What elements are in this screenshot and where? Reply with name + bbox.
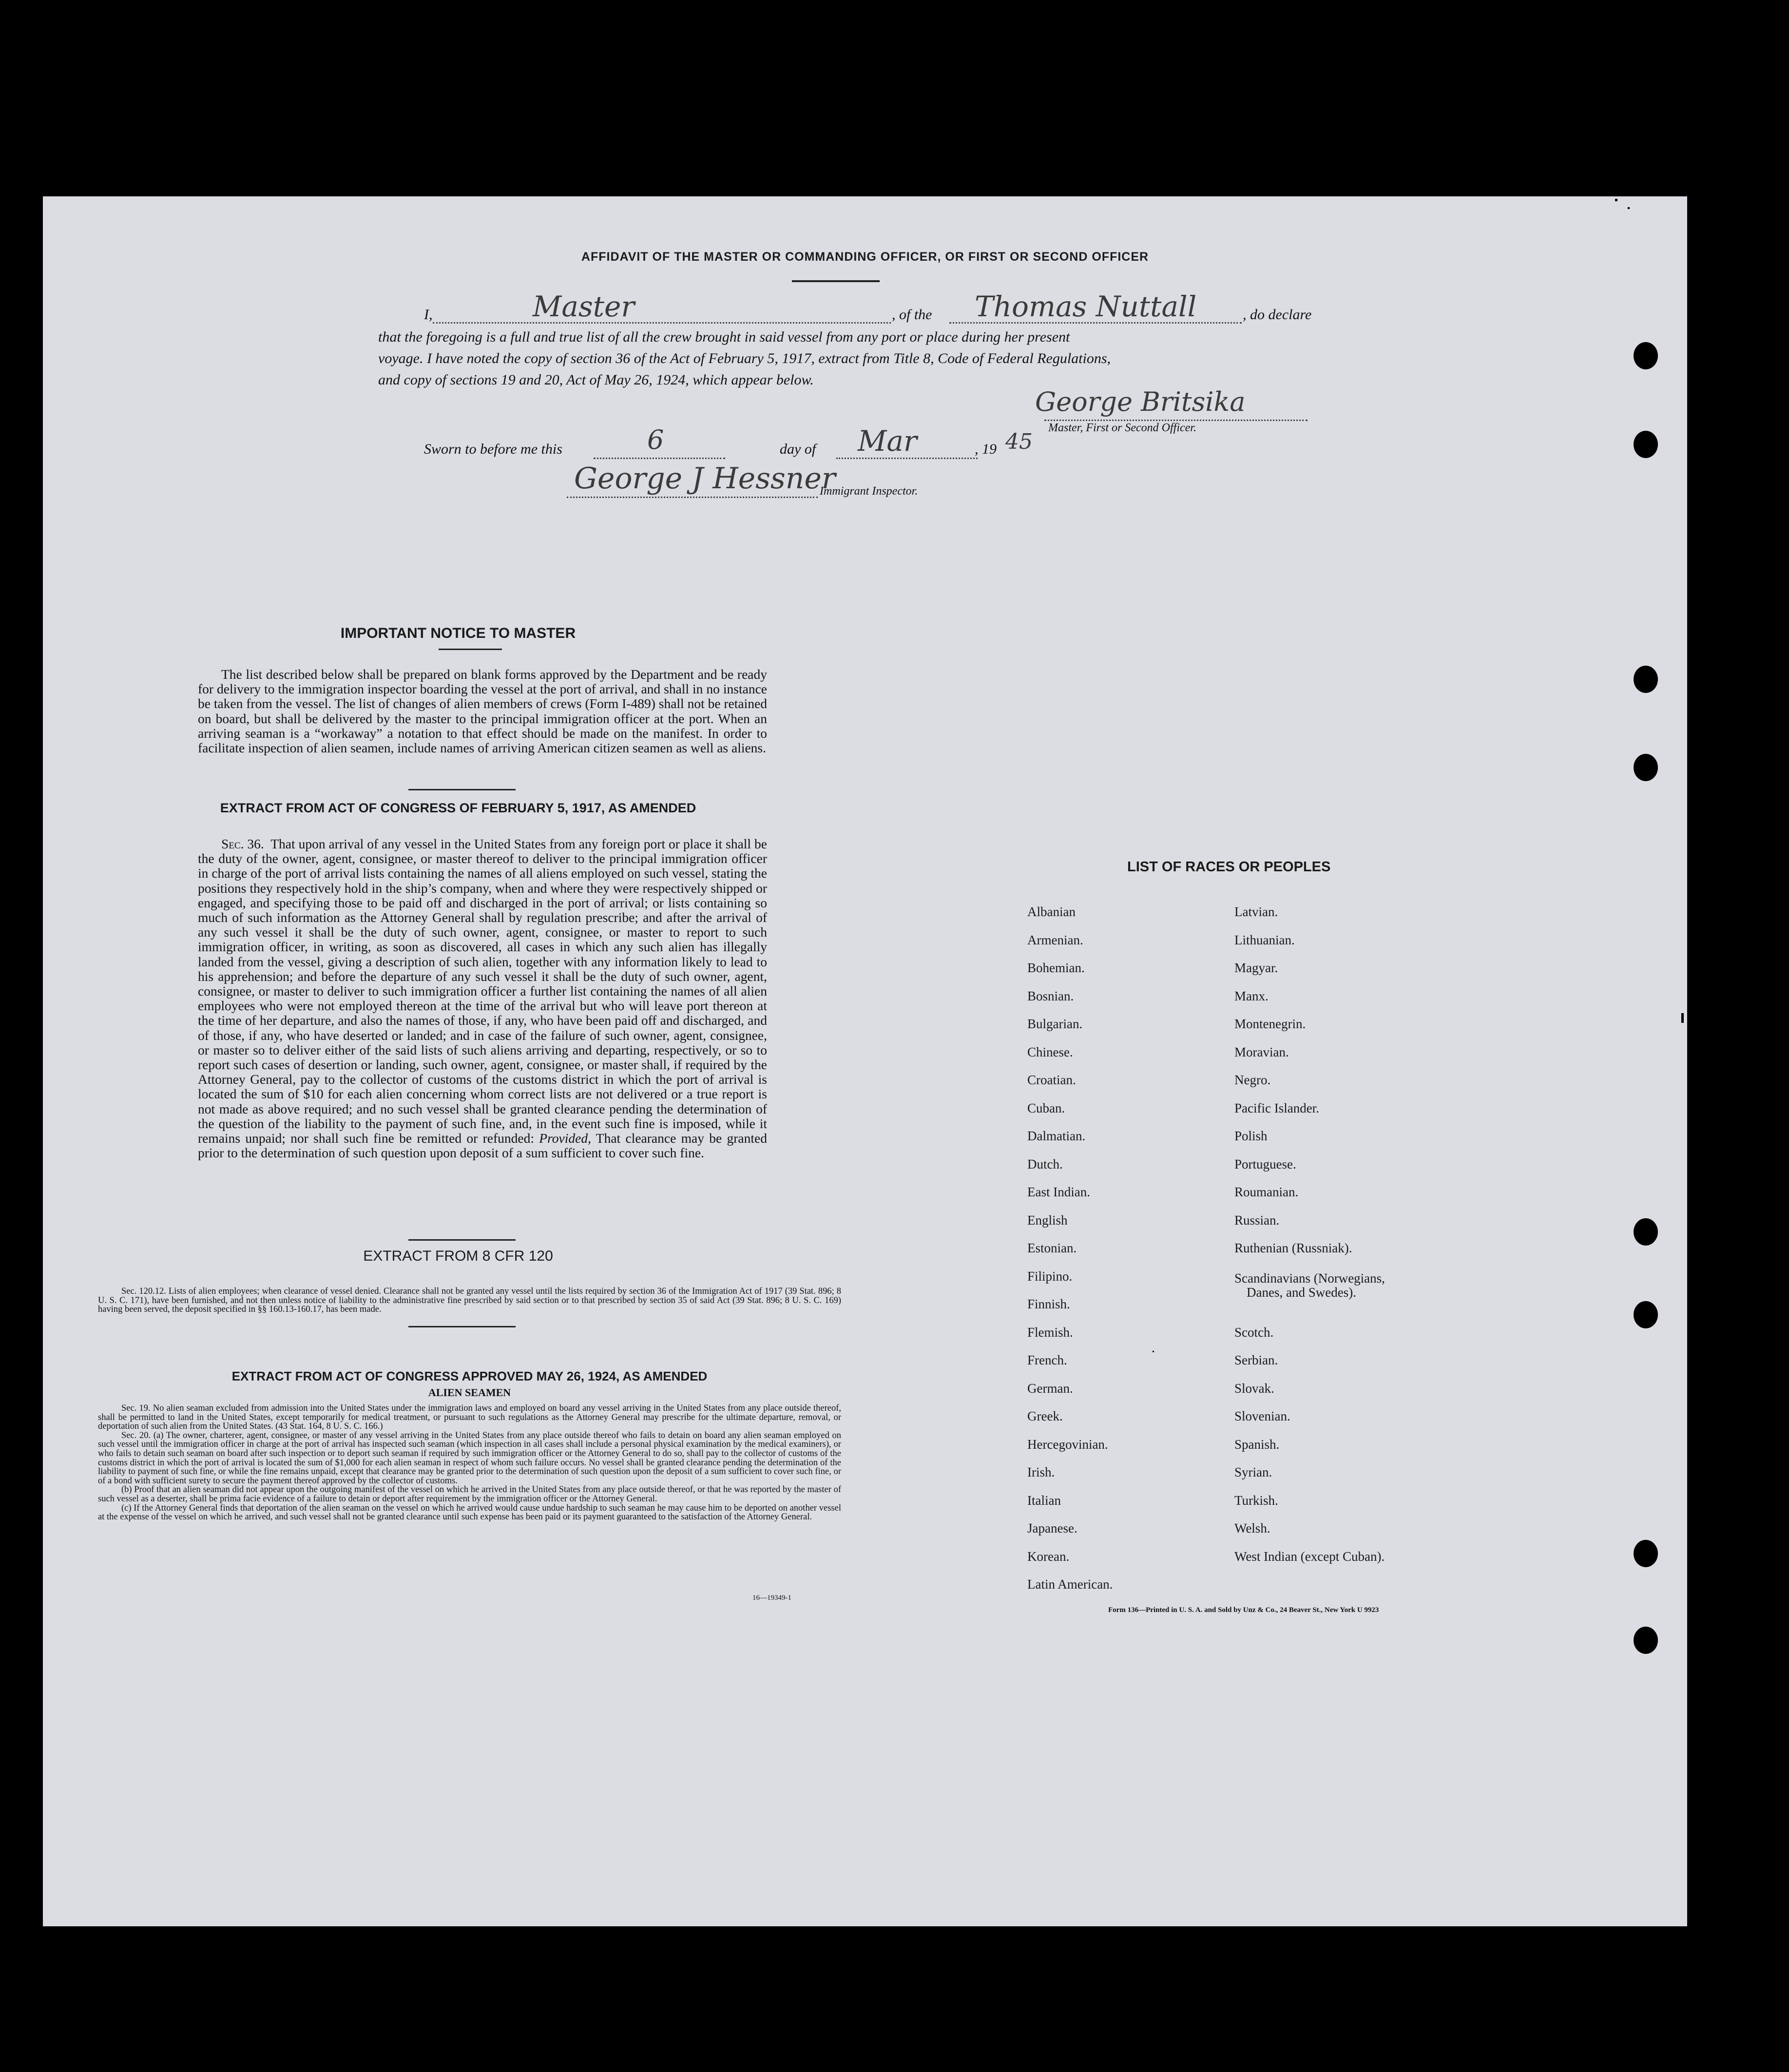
sec-20c-text: (c) If the Attorney General finds that deportation of the alien seaman on the vessel on which he arrived would cause undue hardship to such seaman he may cause him to be deported on another vessel at the expense of the vessel on which he arrived, and such vessel shall not be granted clearance until such expense has been paid or its payment guaranteed to the satisfaction of the Attorney General. [98, 1503, 841, 1522]
race-item: Pacific Islander. [1234, 1100, 1319, 1115]
sec-36-text: That upon arrival of any vessel in the United States from any foreign port or place it shall be the duty of the owner, agent, consignee, or master thereof to deliver to the principal immigration officer in charge of the port of arrival lists containing the names of all aliens employed on such vessel, stating the positions they respectively hold in the ship’s company, when and where they were respectively shipped or engaged, and specifying those to be paid off and discharged in the port of arrival; or lists containing so much of such information as the Attorney General shall by regulation prescribe; and after the arrival of any such vessel it shall be the duty of such owner, agent, consignee, or master to report to such immigration officer, in writing, as soon as discovered, all cases in which any such alien has illegally landed from the vessel, giving a description of such alien, together with any information likely to lead to his apprehension; and before the departure of any such vessel it shall be the duty of such owner, agent, consignee, or master to deliver to such immigration officer a further list containing the names of all alien employees who were not employed thereon at the time of the arrival but who will leave port thereon at the time of her departure, and also the names of those, if any, who have been paid off and discharged, and of those, if any, who have deserted or landed; and in case of the failure of such owner, agent, consignee, or master so to deliver either of the said lists of such aliens arriving and departing, respectively, or so to report such cases of desertion or landing, such owner, agent, consignee, or master shall, if required by the Attorney General, pay to the collector of customs of the customs district in which the port of arrival is located the sum of $10 for each alien concerning whom correct lists are not delivered or a true report is not made as above required; and no such vessel shall be granted clearance pending the determination of the question of the liability to the payment of such fine, and, in the event such fine is imposed, while it remains unpaid; nor shall such fine be remitted or refunded: [198, 836, 767, 1146]
form-code: 16—19349-1 [752, 1594, 791, 1602]
extract-1917-title: EXTRACT FROM ACT OF CONGRESS OF FEBRUARY 5, 1917, AS AMENDED [220, 801, 696, 815]
race-item: Cuban. [1027, 1100, 1065, 1115]
affidavit-of-the: , of the [892, 307, 932, 323]
sec-20a-text: Sec. 20. (a) The owner, charterer, agent, consignee, or master of any vessel arriving in the United States from any place outside thereof who fails to detain on board any alien seaman employed on such vessel until the immigration officer in charge at the port of arrival has inspected such seaman (which inspection in all cases shall include a personal physical examination by the medical examiners), or who fails to detain such seaman on board after such inspection or to deport such seaman if required by such immigration officer or the Attorney General to do so, shall pay to the collector of customs of the customs district in which the port of arrival is located the sum of $1,000 for each alien seaman in respect of whom such failure occurs. No vessel shall be granted clearance pending the determination of the liability to payment of such fine, or while the fine remains unpaid, except that clearance may be granted prior to the determination of such question upon the deposit of a sum sufficient to cover such fine, or of a bond with sufficient surety to secure the payment thereof approved by the collector of customs. [98, 1430, 841, 1486]
race-item: Manx. [1234, 988, 1269, 1003]
race-item: Serbian. [1234, 1353, 1278, 1367]
race-item: Montenegrin. [1234, 1017, 1306, 1031]
race-item: Bulgarian. [1027, 1017, 1083, 1031]
extract-cfr-body: Sec. 120.12. Lists of alien employees; when clearance of vessel denied. Clearance shall not be granted any vessel until the lists required by section 36 of the Immigration Act of 1917 (39 Stat. 896; 8 U. S. C. 171), have been furnished, and not then unless notice of liability to the administrative fine prescribed by said section or to that prescribed by section 35 of said Act (39 Stat. 896; 8 U. S. C. 169) having been served, the deposit specified in §§ 160.13-160.17, has been made. [98, 1286, 841, 1315]
race-item: Flemish. [1027, 1324, 1073, 1340]
race-item: Korean. [1027, 1549, 1070, 1564]
races-title: LIST OF RACES OR PEOPLES [1127, 859, 1331, 875]
sworn-label: Sworn to before me this [424, 441, 562, 457]
race-item: Croatian. [1027, 1073, 1076, 1087]
race-item: Portuguese. [1234, 1156, 1296, 1171]
affidavit-line-3: voyage. I have noted the copy of section 36 of the Act of February 5, 1917, extract from Title 8, Code of Federal Regulations, [378, 350, 1111, 366]
binder-hole [1634, 1627, 1658, 1654]
year-handwritten: 45 [1005, 429, 1033, 454]
race-item: Latin American. [1027, 1577, 1113, 1592]
race-item: Filipino. [1027, 1268, 1073, 1284]
race-item: Dutch. [1027, 1156, 1063, 1171]
affidavit-do-declare: , do declare [1243, 307, 1312, 323]
race-item: Negro. [1234, 1073, 1271, 1087]
race-item: English [1027, 1212, 1068, 1228]
race-item: Scotch. [1234, 1324, 1274, 1340]
extract-cfr-title: EXTRACT FROM 8 CFR 120 [363, 1248, 553, 1264]
extract-1924-subtitle: ALIEN SEAMEN [428, 1386, 511, 1399]
day-handwritten: 6 [647, 424, 664, 455]
race-item: Spanish. [1234, 1437, 1280, 1452]
extract-1924-body [98, 1404, 841, 1522]
race-item: Turkish. [1234, 1493, 1278, 1508]
vessel-name-handwritten: Thomas Nuttall [975, 290, 1197, 323]
binder-hole [1634, 431, 1658, 458]
race-item: Bosnian. [1027, 988, 1074, 1003]
sec-19-text: Sec. 19. No alien seaman excluded from admission into the United States under the immigration laws and employed on board any vessel arriving in the United States from any place outside thereof, shall be permitted to land in the United States, except temporarily for medical treatment, or pursuant to such regulations as the Attorney General may prescribe for the ultimate departure, removal, or deportation of such alien from the United States. (43 Stat. 164, 8 U. S. C. 166.) [98, 1403, 841, 1432]
race-item: East Indian. [1027, 1185, 1090, 1199]
provided-label: Provided, [539, 1131, 591, 1146]
sec-36-label: Sec. 36. [221, 836, 264, 851]
extract-1917-body [198, 837, 767, 1160]
race-item: French. [1027, 1353, 1067, 1367]
race-item: Italian [1027, 1493, 1061, 1508]
race-item: Polish [1234, 1129, 1268, 1143]
affidavit-i-label: I, [424, 307, 433, 323]
race-item: Greek. [1027, 1409, 1063, 1423]
day-of-label: day of [780, 441, 816, 457]
race-item: Chinese. [1027, 1044, 1073, 1059]
race-item: Japanese. [1027, 1521, 1077, 1535]
year-prefix: , 19 [975, 441, 997, 457]
race-item: German. [1027, 1381, 1073, 1396]
race-item: Latvian. [1234, 904, 1278, 919]
affidavit-line-2: that the foregoing is a full and true list of all the crew brought in said vessel from any port or place during her present [378, 329, 1070, 345]
race-item: Russian. [1234, 1212, 1280, 1228]
binder-hole [1634, 754, 1658, 781]
race-item: Estonian. [1027, 1241, 1077, 1255]
race-item: Armenian. [1027, 932, 1083, 947]
rank-handwritten: Master [533, 290, 635, 323]
race-item: Bohemian. [1027, 960, 1085, 975]
race-item: Moravian. [1234, 1044, 1289, 1059]
month-handwritten: Mar [858, 424, 917, 458]
race-item: Syrian. [1234, 1465, 1272, 1479]
sec-20b-text: (b) Proof that an alien seaman did not appear upon the outgoing manifest of the vessel on which he arrived in the United States from any place outside thereof, or that he was reported by the master of such vessel as a deserter, shall be prima facie evidence of a failure to detain or deport after requirement by the immigration officer or the Attorney General. [98, 1485, 841, 1504]
binder-hole [1634, 1218, 1658, 1246]
document-page [43, 196, 1687, 1926]
affidavit-line-4: and copy of sections 19 and 20, Act of May 26, 1924, which appear below. [378, 372, 814, 388]
race-item: Welsh. [1234, 1521, 1270, 1535]
race-item: Danes, and Swedes). [1247, 1285, 1356, 1300]
race-item: Slovak. [1234, 1381, 1274, 1396]
race-item: Magyar. [1234, 960, 1278, 975]
race-item: Irish. [1027, 1465, 1055, 1479]
master-caption: Master, First or Second Officer. [1048, 422, 1196, 434]
race-item: Hercegovinian. [1027, 1437, 1108, 1452]
race-item: Slovenian. [1234, 1409, 1290, 1423]
affidavit-title-rule [792, 280, 880, 282]
extract-1924-title: EXTRACT FROM ACT OF CONGRESS APPROVED MAY 26, 1924, AS AMENDED [231, 1369, 708, 1383]
race-item: Roumanian. [1234, 1185, 1299, 1199]
race-item: Dalmatian. [1027, 1129, 1086, 1143]
notice-body: The list described below shall be prepared on blank forms approved by the Department and be ready for delivery to the immigration inspector boarding the vessel at the port of arrival, and shall in no instance be taken from the vessel. The list of changes of alien members of crews (Form I-489) shall not be retained on board, but shall be delivered by the master to the principal immigration officer at the port. When an arriving seaman is a “workaway” a notation to that effect should be made on the manifest. In order to facilitate inspection of alien seamen, include names of arriving American citizen seamen as well as aliens. [198, 667, 767, 756]
race-item: Albanian [1027, 904, 1076, 919]
race-item: Finnish. [1027, 1297, 1070, 1311]
notice-title-rule [439, 649, 502, 650]
master-signature: George Britsika [1035, 386, 1246, 417]
race-item: West Indian (except Cuban). [1234, 1549, 1385, 1564]
race-item: Ruthenian (Russniak). [1234, 1241, 1352, 1255]
inspector-caption: Immigrant Inspector. [820, 485, 918, 498]
binder-hole [1634, 342, 1658, 369]
binder-hole [1634, 1301, 1658, 1328]
race-item: Scandinavians (Norwegians, [1234, 1270, 1385, 1285]
affidavit-title: AFFIDAVIT OF THE MASTER OR COMMANDING OFFICER, OR FIRST OR SECOND OFFICER [581, 250, 1149, 264]
binder-hole [1634, 666, 1658, 693]
binder-hole [1634, 1540, 1658, 1567]
inspector-signature: George J Hessner [574, 461, 836, 496]
printer-line: Form 136—Printed in U. S. A. and Sold by Unz & Co., 24 Beaver St., New York U 9923 [1108, 1606, 1379, 1614]
notice-title: IMPORTANT NOTICE TO MASTER [340, 625, 576, 641]
race-item: Lithuanian. [1234, 932, 1295, 947]
provided-text: That clearance may be granted prior to the determination of such question upon deposit of a sum sufficient to cover such fine. [198, 1131, 767, 1161]
